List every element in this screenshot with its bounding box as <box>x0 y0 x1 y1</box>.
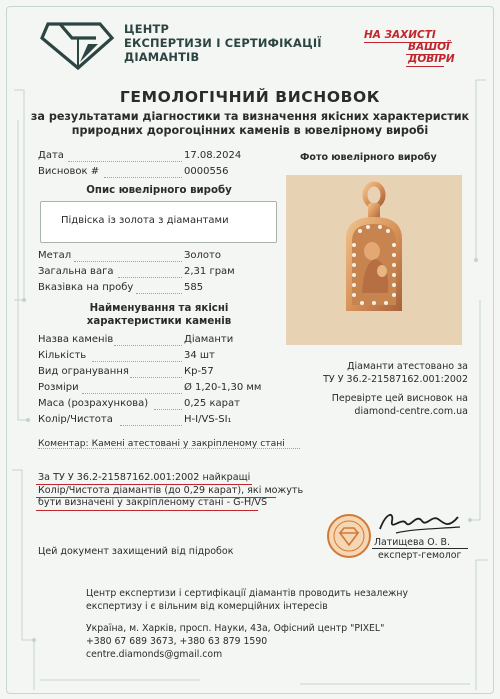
number-row <box>38 166 282 180</box>
stone-cut-label: Вид огранування <box>38 366 129 377</box>
stones-comment <box>38 438 298 449</box>
weight-label: Загальна вага <box>38 266 114 277</box>
stone-count-row <box>38 350 282 364</box>
diamond-logo-icon <box>38 18 116 72</box>
stone-size-value: Ø 1,20-1,30 мм <box>184 382 262 393</box>
attestation-note <box>300 360 468 386</box>
verify-line1: Перевірте цей висновок на <box>331 393 468 404</box>
stones-title-line2: характеристики каменів <box>86 316 232 327</box>
stone-size-row <box>38 382 282 396</box>
signer-role: експерт-гемолог <box>378 550 462 561</box>
subtitle-line2: природних дорогоцінних каменів в ювелірному виробі <box>71 124 429 137</box>
stones-section-title <box>38 302 280 328</box>
pendant-icon <box>286 175 462 345</box>
pendant-photo <box>286 175 462 345</box>
metal-row <box>38 250 282 264</box>
date-label: Дата <box>38 150 64 161</box>
protection-note: Цей документ захищений від підробок <box>38 546 234 557</box>
stones-comment-text: Коментар: Камені атестовані у закріпленому стані <box>38 438 285 449</box>
metal-value: Золото <box>184 250 221 261</box>
signer-name: Латищева О. В. <box>374 537 450 548</box>
footer-statement <box>86 587 408 613</box>
subtitle-line1: за результатами діагностики та визначення якісних характеристик <box>30 110 470 123</box>
grading-note-line3: бути визначені у закріпленому стані - G-H/VS <box>38 497 268 509</box>
document-subtitle <box>0 110 500 138</box>
org-name-line3: ДІАМАНТІВ <box>124 50 200 64</box>
verify-link[interactable]: diamond-centre.com.ua <box>354 406 468 417</box>
org-name <box>124 22 322 64</box>
red-underline-1 <box>36 484 252 485</box>
slogan-stamp <box>358 30 458 70</box>
stone-name-label: Назва каменів <box>38 334 114 345</box>
date-row <box>38 150 282 164</box>
attestation-line2: ТУ У 36.2-21587162.001:2002 <box>323 374 468 385</box>
stone-name-value: Діаманти <box>184 334 234 345</box>
stone-cut-row <box>38 366 282 380</box>
slogan-line1: НА ЗАХИСТІ <box>364 29 436 41</box>
metal-label: Метал <box>38 250 72 261</box>
number-label: Висновок # <box>38 166 100 177</box>
stone-color-row <box>38 414 282 428</box>
org-name-line1: ЦЕНТР <box>124 22 169 36</box>
red-underline-2 <box>36 497 276 498</box>
photo-title: Фото ювелірного виробу <box>300 152 437 163</box>
attestation-line1: Діаманти атестовано за <box>347 361 468 372</box>
weight-value: 2,31 грам <box>184 266 235 277</box>
weight-row <box>38 266 282 280</box>
footer-line1: Центр експертизи і сертифікації діамантів проводить незалежну <box>86 588 408 599</box>
hallmark-label: Вказівка на пробу <box>38 282 134 293</box>
hallmark-row <box>38 282 282 296</box>
slogan-line3: ДОВІРИ <box>408 53 455 65</box>
stone-name-row <box>38 334 282 348</box>
stone-mass-value: 0,25 карат <box>184 398 240 409</box>
grading-note-line1: За ТУ У 36.2-21587162.001:2002 найкращі <box>38 472 251 483</box>
grading-note-line2: Колір/Чистота діамантів (до 0,29 карат), які можуть <box>38 484 304 496</box>
stone-color-value: H-I/VS-SI₁ <box>184 414 232 425</box>
stones-title-line1: Найменування та якісні <box>89 303 229 314</box>
item-description: Підвіска із золота з діамантами <box>61 215 229 226</box>
footer-contacts <box>86 622 384 661</box>
footer-phones: +380 67 689 3673, +380 63 879 1590 <box>86 636 268 647</box>
grading-note <box>38 472 303 510</box>
stone-count-label: Кількість <box>38 350 87 361</box>
stone-cut-value: Кр-57 <box>184 366 214 377</box>
footer-line2: експертизу і є вільним від комерційних інтересів <box>86 601 328 612</box>
slogan-line2: ВАШОЇ <box>408 41 450 53</box>
item-section-title: Опис ювелірного виробу <box>86 185 232 196</box>
number-value: 0000556 <box>184 166 229 177</box>
footer-address: Україна, м. Харків, просп. Науки, 43а, Офісний центр "PIXEL" <box>86 623 385 634</box>
item-description-box <box>40 201 277 243</box>
signer-block <box>374 536 461 562</box>
stone-color-label: Колір/Чистота <box>38 414 113 425</box>
stone-mass-row <box>38 398 282 412</box>
stone-size-label: Розміри <box>38 382 79 393</box>
hallmark-value: 585 <box>184 282 204 293</box>
footer-email[interactable]: centre.diamonds@gmail.com <box>86 649 223 660</box>
seal-stamp-icon <box>326 513 372 559</box>
signature-icon <box>372 507 472 539</box>
date-value: 17.08.2024 <box>184 150 242 161</box>
document-title: ГЕМОЛОГІЧНИЙ ВИСНОВОК <box>119 88 381 106</box>
org-name-line2: ЕКСПЕРТИЗИ І СЕРТИФІКАЦІЇ <box>124 36 322 50</box>
red-underline-3 <box>36 510 258 511</box>
stone-count-value: 34 шт <box>184 350 215 361</box>
stone-mass-label: Маса (розрахункова) <box>38 398 149 409</box>
verify-note <box>300 392 468 418</box>
